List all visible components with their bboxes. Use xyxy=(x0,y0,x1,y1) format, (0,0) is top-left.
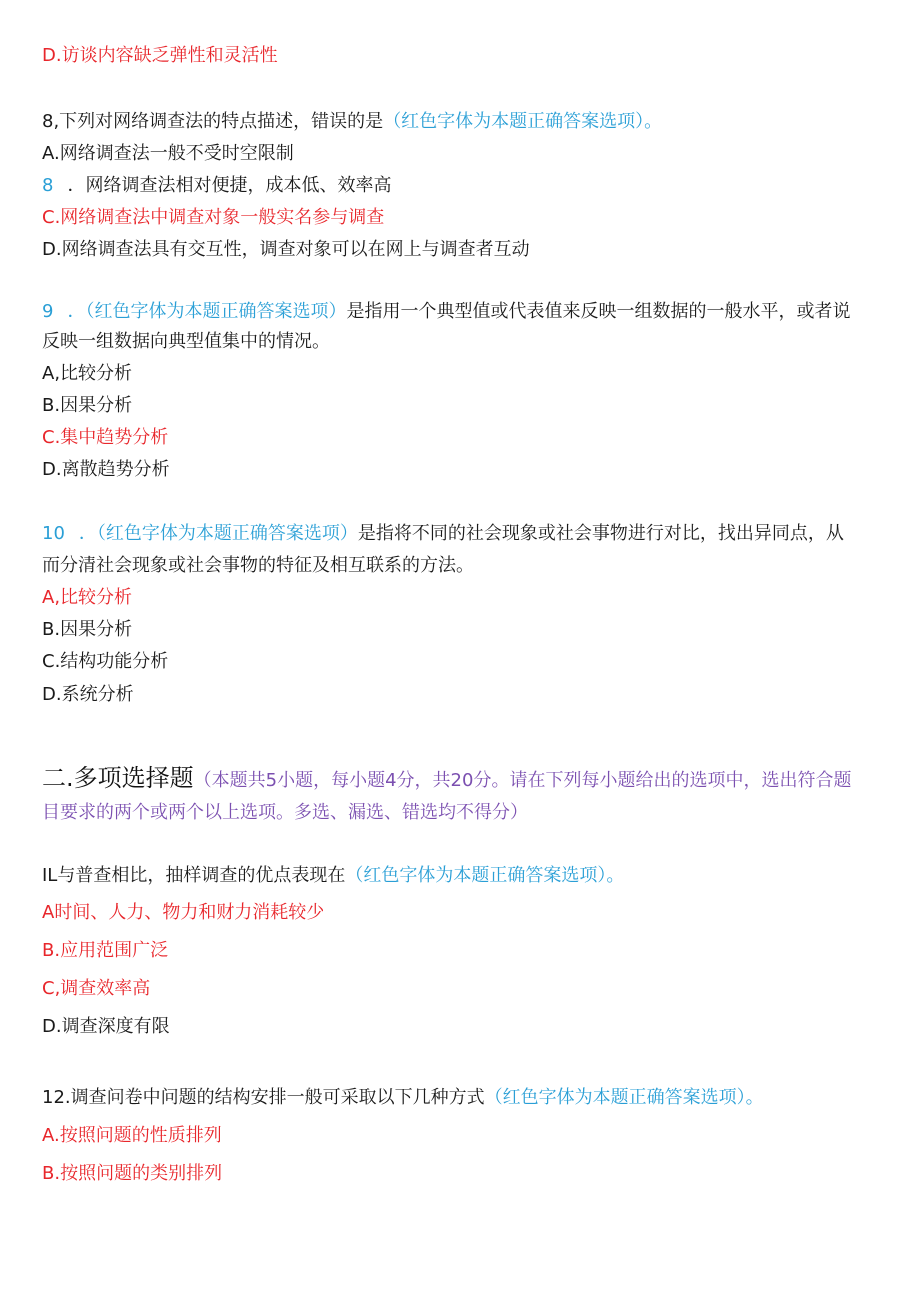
q8-hint: （红色字体为本题正确答案选项）。 xyxy=(383,111,663,132)
q10-option-b: B.因果分析 xyxy=(42,619,133,640)
q10-option-c: C.结构功能分析 xyxy=(42,651,169,672)
q8-stem: 8,下列对网络调查法的特点描述，错误的是 xyxy=(42,111,384,132)
q7-option-d: D.访谈内容缺乏弹性和灵活性 xyxy=(42,45,278,66)
q10-stem-part1: 是指将不同的社会现象或社会事物进行对比，找出异同点，从 xyxy=(357,523,844,544)
q9-hint: （红色字体为本题正确答案选项） xyxy=(85,301,347,322)
q9-option-c: C.集中趋势分析 xyxy=(42,427,169,448)
q11-stem-line xyxy=(42,864,624,888)
q9-option-d: D.离散趋势分析 xyxy=(42,459,170,480)
q9-num: 9 xyxy=(42,301,54,322)
q12-stem-line xyxy=(42,1086,764,1110)
q8-option-d: D.网络调查法具有交互性，调查对象可以在网上与调查者互动 xyxy=(42,239,530,260)
q9-stem-part1: 是指用一个典型值或代表值来反映一组数据的一般水平，或者说 xyxy=(346,301,851,322)
q9-option-b: B.因果分析 xyxy=(42,395,133,416)
q11-hint: （红色字体为本题正确答案选项）。 xyxy=(345,865,625,886)
q11-option-c: C,调查效率高 xyxy=(42,978,151,999)
q9-stem-line1 xyxy=(42,300,850,324)
section2-header xyxy=(42,762,851,797)
section2-note-part1: （本题共5小题，每小题4分，共20分。请在下列每小题给出的选项中，选出符合题 xyxy=(193,770,852,791)
q11-stem: IL与普查相比，抽样调查的优点表现在 xyxy=(42,865,346,886)
q8-stem-line xyxy=(42,110,662,134)
q12-option-a: A.按照问题的性质排列 xyxy=(42,1125,222,1146)
q12-stem: 12.调查问卷中问题的结构安排一般可采取以下几种方式 xyxy=(42,1087,485,1108)
q10-stem-line2: 而分清社会现象或社会事物的特征及相互联系的方法。 xyxy=(42,555,474,576)
q8-option-c: C.网络调查法中调查对象一般实名参与调查 xyxy=(42,207,385,228)
q8-option-b-text: ．网络调查法相对便捷，成本低、效率高 xyxy=(67,175,392,196)
q11-option-d: D.调查深度有限 xyxy=(42,1016,170,1037)
q12-hint: （红色字体为本题正确答案选项）。 xyxy=(484,1087,764,1108)
q8-option-b xyxy=(42,174,391,198)
q9-option-a: A,比较分析 xyxy=(42,363,133,384)
section2-note-part2: 目要求的两个或两个以上选项。多选、漏选、错选均不得分） xyxy=(42,802,528,823)
q10-stem-line1 xyxy=(42,522,844,546)
q10-option-a: A,比较分析 xyxy=(42,587,133,608)
q10-num: 10 xyxy=(42,523,65,544)
q10-dot: ． xyxy=(78,523,97,544)
q12-option-b: B.按照问题的类别排列 xyxy=(42,1163,223,1184)
q10-hint: （红色字体为本题正确答案选项） xyxy=(96,523,358,544)
q11-option-a: A时间、人力、物力和财力消耗较少 xyxy=(42,902,325,923)
section2-title: 二.多项选择题 xyxy=(42,764,194,792)
q8-option-b-num: 8 xyxy=(42,175,54,196)
q8-option-a: A.网络调查法一般不受时空限制 xyxy=(42,143,294,164)
q11-option-b: B.应用范围广泛 xyxy=(42,940,169,961)
q10-option-d: D.系统分析 xyxy=(42,684,134,705)
q9-dot: ． xyxy=(67,301,86,322)
q9-stem-line2: 反映一组数据向典型值集中的情况。 xyxy=(42,331,330,352)
